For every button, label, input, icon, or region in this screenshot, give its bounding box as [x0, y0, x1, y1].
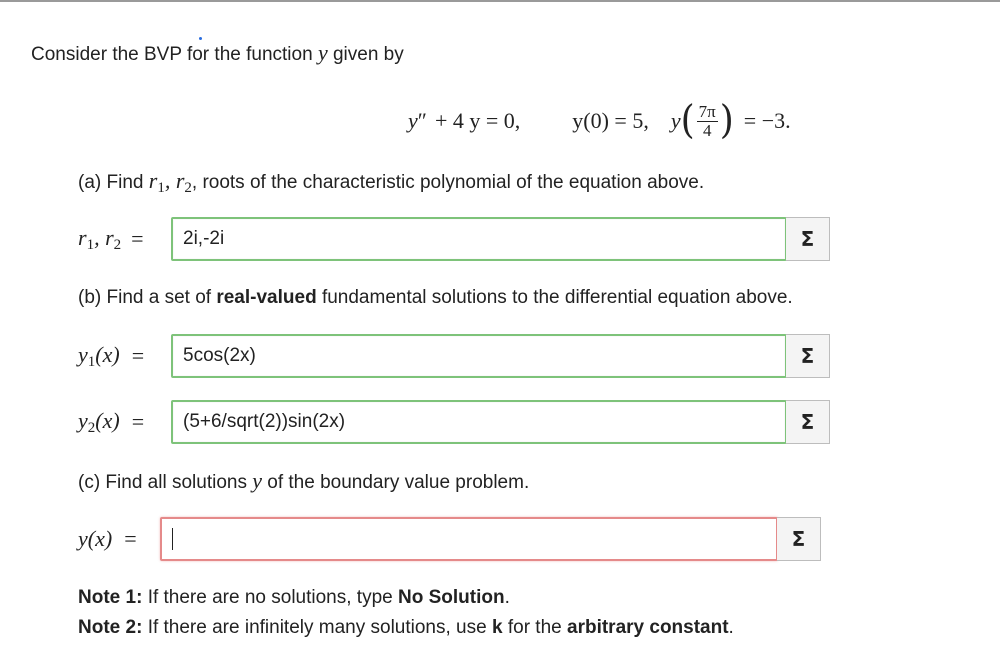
part-c-prompt: [78, 470, 529, 494]
note-1-text: If there are no solutions, type: [147, 587, 393, 608]
note-1-end: .: [504, 587, 510, 608]
note-2: [78, 617, 734, 639]
sigma-icon: Σ: [791, 527, 806, 551]
fraction-denominator: 4: [702, 120, 712, 140]
part-a-equals: =: [131, 226, 144, 251]
part-b-prompt-after: fundamental solutions to the differential equation above.: [321, 287, 793, 308]
intro-var: y: [317, 40, 328, 65]
condition-2-rhs: = −3.: [743, 108, 791, 133]
part-a-answer-input[interactable]: [171, 217, 787, 261]
part-a-prompt: (a) Find $r_1$, $r_2$, roots of the characteristic polynomial of the equation above.: [78, 168, 705, 196]
part-a-label: $r_1$, $r_2$ =: [78, 224, 144, 253]
part-a-answer-value: 2i,-2i: [183, 228, 225, 249]
part-a-prompt-after: roots of the characteristic polynomial of the equation above.: [202, 172, 705, 193]
note-2-label: Note 2:: [78, 617, 143, 638]
part-c-answer-input[interactable]: [160, 517, 778, 561]
part-c-sigma-button[interactable]: [777, 517, 821, 561]
part-b-prompt-before: (b) Find a set of: [78, 287, 212, 308]
note-1-label: Note 1:: [78, 587, 143, 608]
part-b-y1-sigma-button[interactable]: [786, 334, 830, 378]
note-1-bold: No Solution: [398, 587, 505, 608]
condition-1: y(0) = 5,: [572, 108, 649, 133]
top-divider: [0, 0, 1000, 2]
sigma-icon: Σ: [800, 344, 815, 368]
part-c-prompt-after: of the boundary value problem.: [267, 472, 530, 493]
part-c-label: y(x) =: [78, 526, 137, 551]
sigma-icon: Σ: [800, 410, 815, 434]
bvp-equation: [408, 96, 791, 146]
part-a-sigma-button[interactable]: [786, 217, 830, 261]
note-2-bold-constant: arbitrary constant: [567, 617, 729, 638]
text-caret: [172, 528, 173, 550]
intro-before: Consider the BVP for the function: [31, 44, 313, 65]
part-b-y2-value: (5+6/sqrt(2))sin(2x): [183, 411, 346, 432]
cursor-dot: [199, 37, 202, 40]
fraction-numerator: 7π: [698, 101, 716, 121]
part-b-y2-sigma-button[interactable]: [786, 400, 830, 444]
part-b-y2-label: $y_2(x)$ =: [78, 407, 145, 436]
part-a-prompt-before: (a) Find: [78, 172, 144, 193]
part-b-prompt-bold: real-valued: [216, 287, 317, 308]
note-2-mid: for the: [507, 617, 562, 638]
part-b-y1-value: 5cos(2x): [183, 345, 256, 366]
part-c-var: y: [252, 468, 262, 493]
ode-prime: ″: [417, 108, 427, 133]
part-b-y1-label: $y_1(x)$ =: [78, 341, 145, 370]
intro-text: [31, 42, 404, 66]
left-paren: (: [680, 97, 695, 143]
ode-rest: + 4 y = 0,: [434, 108, 521, 133]
note-2-text: If there are infinitely many solutions, use: [147, 617, 487, 638]
part-b-y1-input[interactable]: [171, 334, 787, 378]
condition-2-y: y: [670, 108, 681, 133]
part-b-y2-input[interactable]: [171, 400, 787, 444]
part-c-prompt-before: (c) Find all solutions: [78, 472, 247, 493]
right-paren: ): [719, 97, 734, 143]
condition-2-fraction: [697, 103, 718, 140]
ode-y: y: [408, 108, 418, 133]
note-2-end: .: [728, 617, 734, 638]
sigma-icon: Σ: [800, 227, 815, 251]
part-b-prompt: [78, 287, 793, 309]
note-1: [78, 587, 510, 609]
intro-after: given by: [332, 44, 404, 65]
part-a-r1: r: [148, 168, 158, 193]
part-a-r2: r: [175, 168, 185, 193]
note-2-bold-k: k: [491, 617, 503, 638]
